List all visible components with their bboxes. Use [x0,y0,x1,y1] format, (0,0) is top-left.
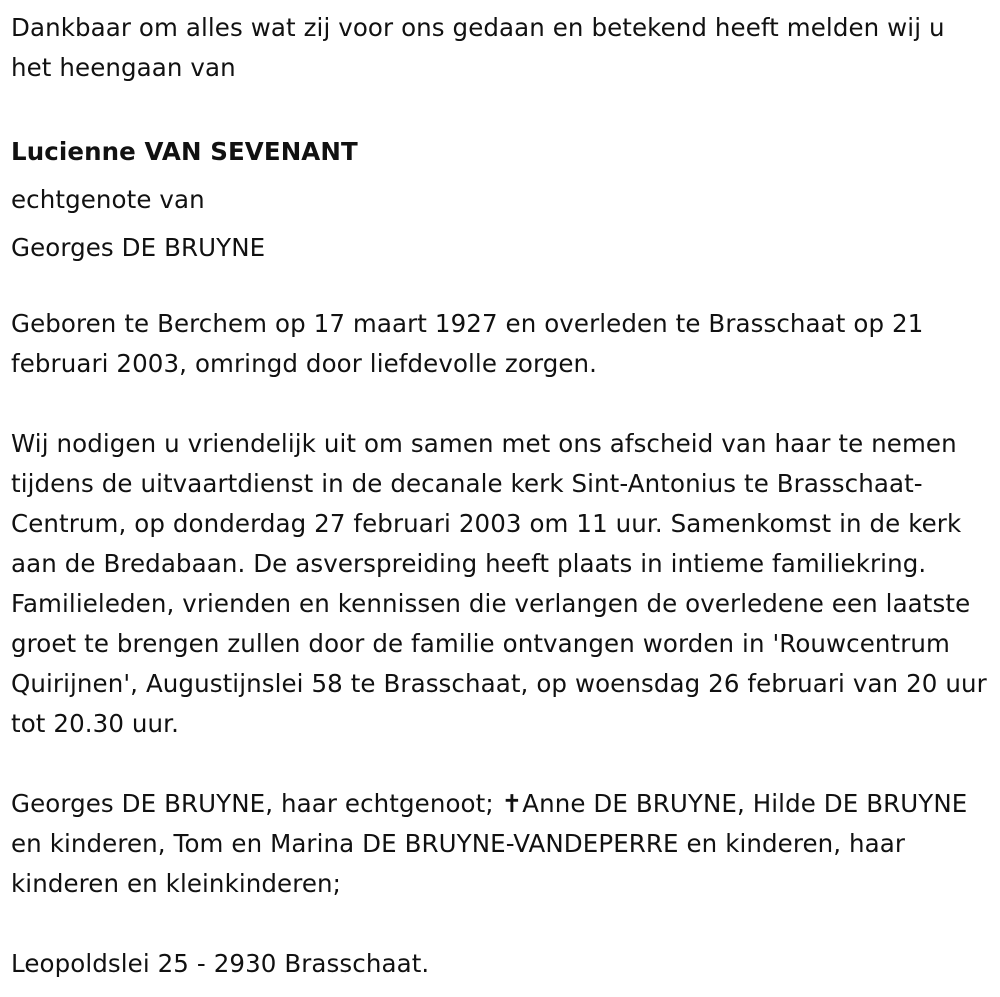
spacer [11,744,993,784]
spacer [11,384,993,424]
spacer [11,904,993,944]
intro-text: Dankbaar om alles wat zij voor ons gedaan en betekend heeft melden wij u het heengaan van [11,13,945,82]
relation-text: echtgenote van [11,185,205,214]
birth-death-text: Geboren te Berchem op 17 maart 1927 en overleden te Brasschaat op 21 februari 2003, omringd door liefdevolle zorgen. [11,309,924,378]
obituary-notice [11,8,993,984]
family-text-part1: Georges DE BRUYNE, haar echtgenoot; [11,789,502,818]
family-text [11,784,993,904]
family-text-part2: Anne DE BRUYNE, Hilde DE BRUYNE en kinderen, Tom en Marina DE BRUYNE-VANDEPERRE en kinderen, haar kinderen en kleinkinderen; [11,789,968,898]
deceased-name: Lucienne VAN SEVENANT [11,137,358,166]
spouse-name: Georges DE BRUYNE [11,233,266,262]
invitation-text: Wij nodigen u vriendelijk uit om samen met ons afscheid van haar te nemen tijdens de uitvaartdienst in de decanale kerk Sint-Antonius te Brasschaat-Centrum, op donderdag 27 februari 2003 om 11 uur. Samenkomst in de kerk aan de Bredabaan. De asverspreiding heeft plaats in intieme familiekring. Familieleden, vrienden en kennissen die verlangen de overledene een laatste groet te brengen zullen door de familie ontvangen worden in 'Rouwcentrum Quirijnen', Augustijnslei 58 te Brasschaat, op woensdag 26 februari van 20 uur tot 20.30 uur. [11,429,987,738]
spacer [11,272,993,304]
spacer [11,88,993,128]
cross-icon: ✝ [501,789,523,818]
address-text: Leopoldslei 25 - 2930 Brasschaat. [11,949,430,978]
